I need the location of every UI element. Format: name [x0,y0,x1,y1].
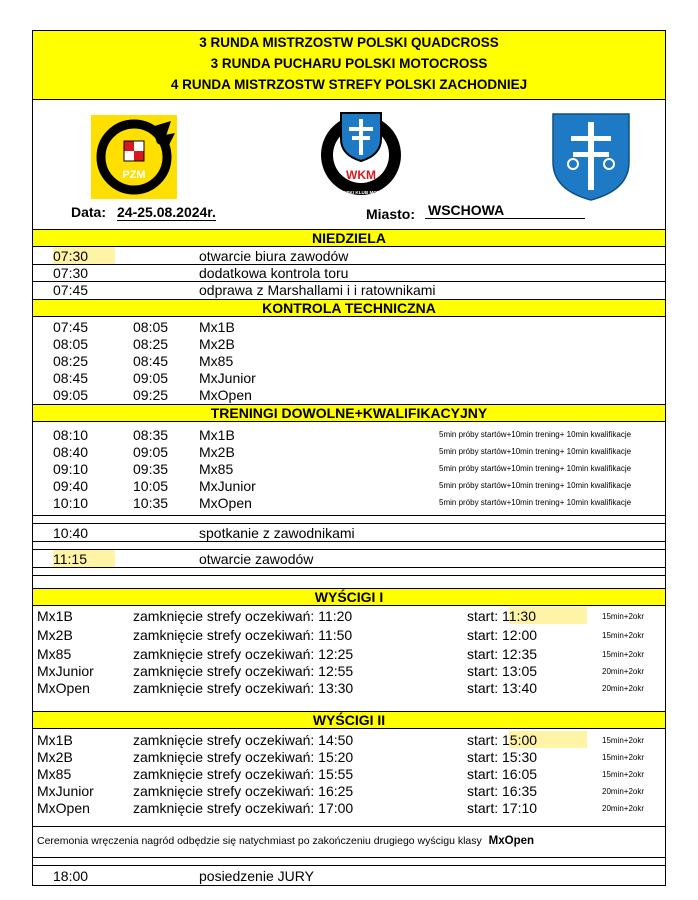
date-value: 24-25.08.2024r. [117,204,216,220]
race1-class: Mx85 [37,646,72,662]
trening-start: 08:40 [53,444,89,460]
ceremony-text: Ceremonia wręczenia nagród odbędzie się natychmiast po zakończeniu drugiego wyścigu klasy [37,835,482,847]
kontrola-end: 08:25 [133,336,169,352]
divider [33,523,665,524]
kontrola-class: MxOpen [199,387,252,403]
jury-text: posiedzenie JURY [199,868,314,884]
wkm-logo-ring-text: WSCHOWSKI KLUB MOTOROWY [324,190,398,195]
race2-duration: 15min+2okr [602,753,645,762]
kontrola-class: Mx85 [199,353,234,369]
divider [33,264,665,265]
kontrola-end: 08:45 [133,353,169,369]
kontrola-class: MxJunior [199,370,256,386]
trening-end: 08:35 [133,427,169,443]
trening-end: 09:05 [133,444,169,460]
race2-duration: 15min+2okr [602,736,645,745]
trening-class: Mx85 [199,461,234,477]
divider [33,826,665,827]
race1-class: MxOpen [37,680,90,696]
ceremony-class: MxOpen [488,835,535,847]
trening-start: 10:10 [53,495,89,511]
trening-end: 10:35 [133,495,169,511]
spotkanie-time: 10:40 [53,525,89,541]
niedziela-time: 07:30 [53,265,89,281]
section-niedziela-title: NIEDZIELA [33,229,665,247]
race2-class: Mx85 [37,766,72,782]
trening-note: 5min próby startów+10min trening+ 10min kwalifikacje [439,430,632,439]
city-label: Miasto: [366,206,415,222]
trening-end: 09:35 [133,461,169,477]
race1-class: MxJunior [37,663,94,679]
spotkanie-text: spotkanie z zawodnikami [199,525,355,541]
divider [33,549,665,550]
race1-closing: zamknięcie strefy oczekiwań: 12:25 [133,646,354,662]
divider [33,567,665,568]
race2-class: Mx2B [37,749,73,765]
trening-note: 5min próby startów+10min trening+ 10min kwalifikacje [439,464,632,473]
wkm-logo-text: WKM [346,168,376,182]
race2-duration: 20min+2okr [602,804,645,813]
race2-class: Mx1B [37,732,73,748]
trening-class: Mx1B [199,427,235,443]
header-line-1: 3 RUNDA MISTRZOSTW POLSKI QUADCROSS [199,35,499,50]
kontrola-start: 08:25 [53,353,89,369]
trening-class: MxOpen [199,495,252,511]
wkm-logo [319,105,403,203]
trening-class: Mx2B [199,444,235,460]
race1-start: start: 11:30 [467,608,537,624]
jury-time: 18:00 [53,868,89,884]
kontrola-start: 09:05 [53,387,89,403]
kontrola-class: Mx1B [199,319,235,335]
race1-duration: 15min+2okr [602,631,645,640]
race1-duration: 15min+2okr [602,612,645,621]
niedziela-text: otwarcie biura zawodów [199,248,349,264]
niedziela-text: odprawa z Marshallami i i ratownikami [199,282,436,298]
kontrola-end: 08:05 [133,319,169,335]
trening-note: 5min próby startów+10min trening+ 10min kwalifikacje [439,498,632,507]
kontrola-end: 09:05 [133,370,169,386]
race1-closing: zamknięcie strefy oczekiwań: 12:55 [133,663,354,679]
kontrola-start: 08:45 [53,370,89,386]
wschowa-coat-of-arms-icon [551,112,631,202]
race1-start: start: 12:35 [467,646,538,662]
race1-start: start: 12:00 [467,627,538,643]
kontrola-end: 09:25 [133,387,169,403]
kontrola-start: 07:45 [53,319,89,335]
niedziela-text: dodatkowa kontrola toru [199,265,349,281]
schedule-sheet [32,30,666,886]
race2-start: start: 16:35 [467,783,538,799]
race1-closing: zamknięcie strefy oczekiwań: 11:20 [133,608,353,624]
divider [33,865,665,866]
trening-start: 09:40 [53,478,89,494]
divider [33,515,665,516]
divider [33,575,665,576]
race2-closing: zamknięcie strefy oczekiwań: 15:55 [133,766,354,782]
race2-closing: zamknięcie strefy oczekiwań: 17:00 [133,800,354,816]
trening-end: 10:05 [133,478,169,494]
trening-start: 08:10 [53,427,89,443]
city-value: WSCHOWA [425,202,585,219]
race1-closing: zamknięcie strefy oczekiwań: 13:30 [133,680,354,696]
trening-start: 09:10 [53,461,89,477]
trening-note: 5min próby startów+10min trening+ 10min kwalifikacje [439,447,632,456]
race2-start: start: 15:00 [467,732,538,748]
section-kontrola-title: KONTROLA TECHNICZNA [33,299,665,317]
race1-closing: zamknięcie strefy oczekiwań: 11:50 [133,627,353,643]
race2-start: start: 17:10 [467,800,538,816]
race2-closing: zamknięcie strefy oczekiwań: 14:50 [133,732,354,748]
header-line-2: 3 RUNDA PUCHARU POLSKI MOTOCROSS [210,56,488,71]
race2-closing: zamknięcie strefy oczekiwań: 15:20 [133,749,354,765]
race2-start: start: 15:30 [467,749,538,765]
ceremony-note [37,835,534,848]
race1-duration: 20min+2okr [602,667,645,676]
otwarcie-text: otwarcie zawodów [199,551,314,567]
niedziela-time: 07:30 [53,248,89,264]
race2-closing: zamknięcie strefy oczekiwań: 16:25 [133,783,354,799]
race2-duration: 20min+2okr [602,787,645,796]
otwarcie-time: 11:15 [53,551,87,567]
race2-class: MxJunior [37,783,94,799]
header-line-3: 4 RUNDA MISTRZOSTW STREFY POLSKI ZACHODNIEJ [170,77,528,92]
trening-class: MxJunior [199,478,256,494]
race1-start: start: 13:40 [467,680,538,696]
pzm-logo-text: PZM [122,169,146,181]
race1-start: start: 13:05 [467,663,538,679]
kontrola-start: 08:05 [53,336,89,352]
section-treningi-title: TRENINGI DOWOLNE+KWALIFIKACYJNY [33,404,665,422]
divider [33,541,665,542]
race1-class: Mx2B [37,627,73,643]
divider [33,857,665,858]
race2-start: start: 16:05 [467,766,538,782]
pzm-logo [91,115,177,199]
section-wyscigi-1-title: WYŚCIGI I [33,588,665,606]
race1-class: Mx1B [37,608,73,624]
race2-duration: 15min+2okr [602,770,645,779]
section-wyscigi-2-title: WYŚCIGI II [33,711,665,729]
kontrola-class: Mx2B [199,336,235,352]
niedziela-time: 07:45 [53,282,89,298]
date-label: Data: [71,204,107,220]
race1-duration: 20min+2okr [602,684,645,693]
race2-class: MxOpen [37,800,90,816]
trening-note: 5min próby startów+10min trening+ 10min kwalifikacje [439,481,632,490]
race1-duration: 15min+2okr [602,650,645,659]
